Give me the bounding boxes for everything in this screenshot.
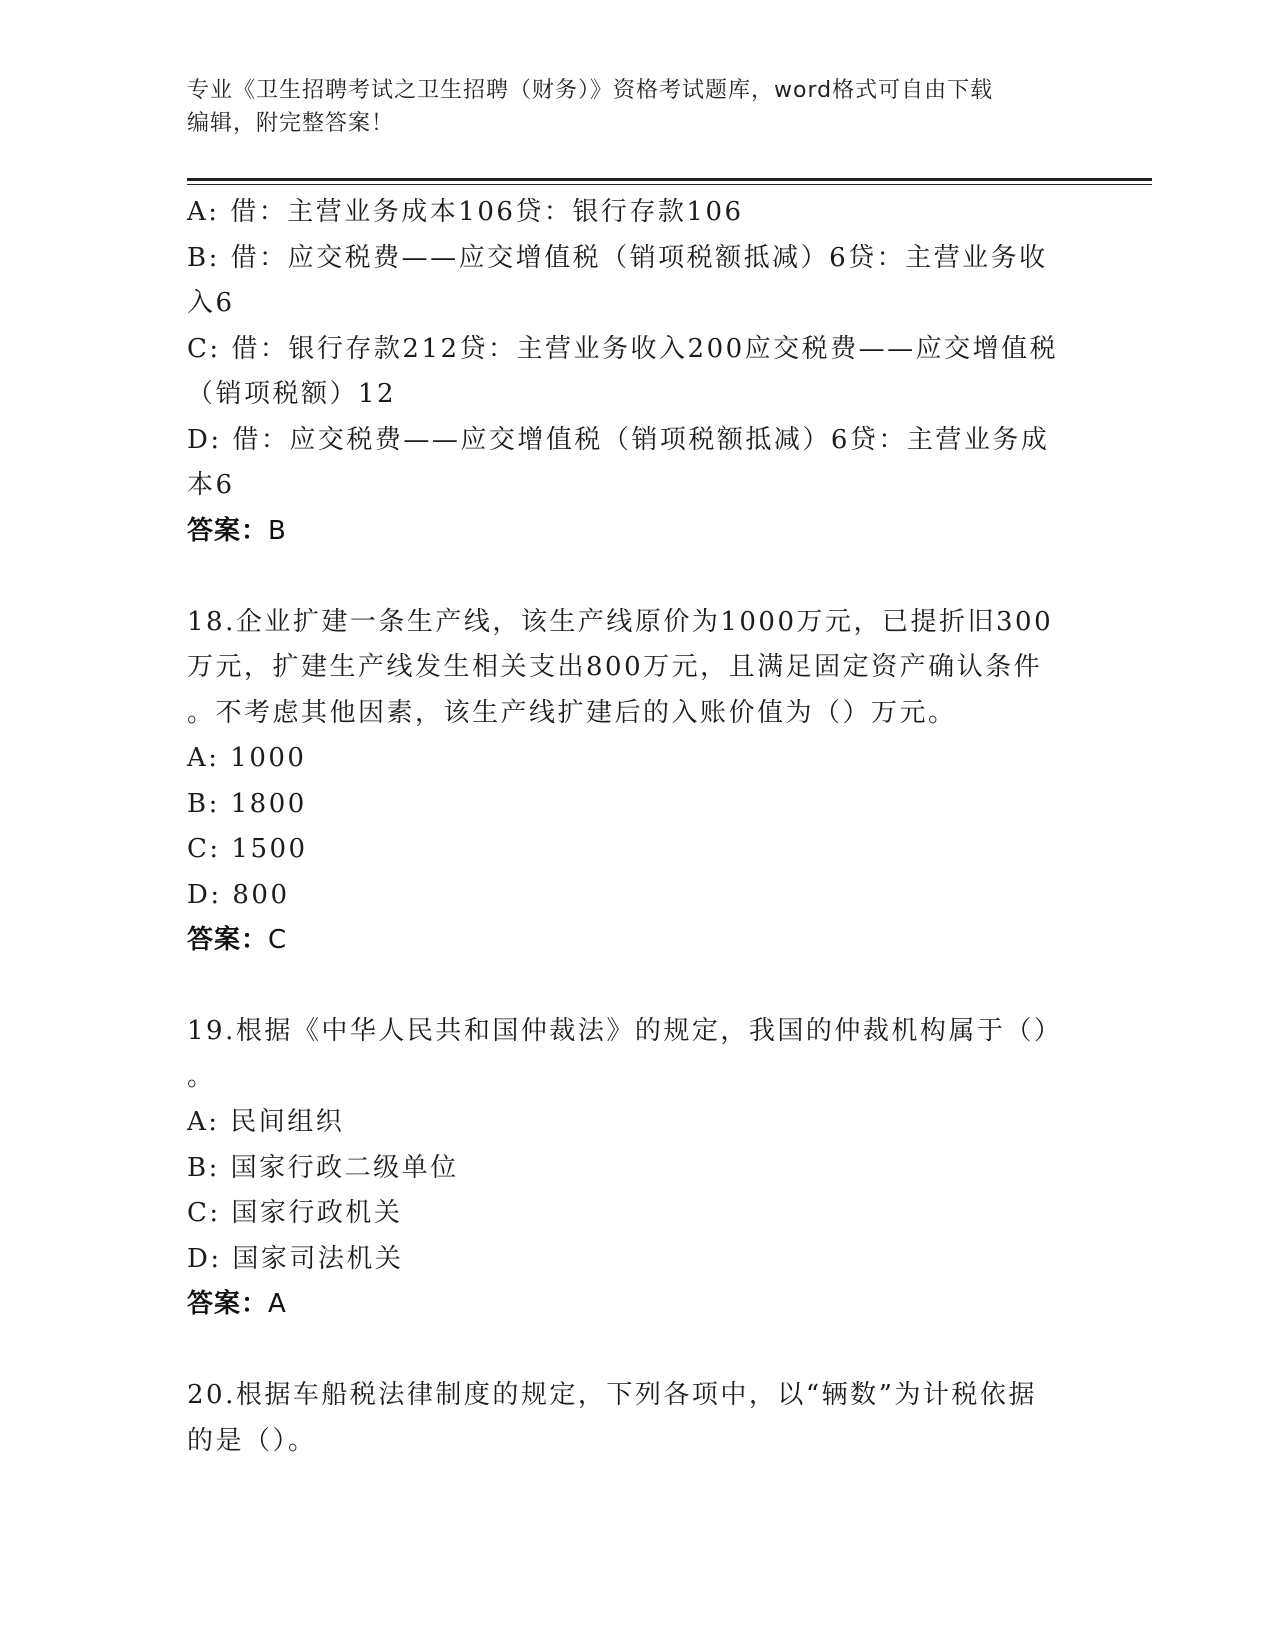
option-a: A: 借：主营业务成本106贷：银行存款106 (187, 197, 744, 227)
answer-value: A (268, 1289, 287, 1319)
question-stem-line-3: 。不考虑其他因素，该生产线扩建后的入账价值为（）万元。 (187, 697, 957, 728)
question-19 (187, 1009, 1087, 1328)
answer-18 (187, 918, 1087, 964)
answer-label: 答案： (187, 515, 269, 546)
question-stem-line-1: 18.企业扩建一条生产线，该生产线原价为1000万元，已提折旧300 (187, 606, 1054, 637)
option-b-line-2: 入6 (187, 288, 235, 318)
document-body (187, 190, 1087, 1464)
answer-19 (187, 1282, 1087, 1328)
option-b: B: 国家行政二级单位 (187, 1152, 459, 1183)
option-c-line-2: （销项税额）12 (187, 379, 397, 409)
option-d: D: 800 (187, 879, 290, 910)
answer-17 (187, 509, 1087, 555)
answer-label: 答案： (187, 925, 269, 955)
header-line-2: 编辑，附完整答案！ (187, 111, 395, 136)
option-a: A: 民间组织 (187, 1107, 345, 1137)
answer-value: C (268, 925, 288, 955)
answer-label: 答案： (187, 1289, 269, 1319)
document-header (187, 74, 1087, 140)
option-d: D: 国家司法机关 (187, 1243, 404, 1274)
spacer (187, 554, 1087, 600)
option-d-line-2: 本6 (187, 470, 235, 500)
option-c-line-1: C: 借：银行存款212贷：主营业务收入200应交税费——应交增值税 (187, 333, 1059, 364)
question-stem-line-1: 20.根据车船税法律制度的规定，下列各项中，以“辆数”为计税依据 (187, 1380, 1037, 1410)
question-17-options (187, 190, 1087, 554)
option-b-line-1: B: 借：应交税费——应交增值税（销项税额抵减）6贷：主营业务收 (187, 242, 1048, 273)
answer-value: B (268, 515, 287, 546)
option-c: C: 国家行政机关 (187, 1198, 403, 1228)
question-stem-line-2: 万元，扩建生产线发生相关支出800万元，且满足固定资产确认条件 (187, 652, 1043, 682)
spacer (187, 964, 1087, 1010)
option-a: A: 1000 (187, 743, 307, 773)
question-20 (187, 1373, 1087, 1464)
question-stem-line-2: 。 (187, 1061, 216, 1092)
option-c: C: 1500 (187, 834, 308, 864)
question-stem-line-1: 19.根据《中华人民共和国仲裁法》的规定，我国的仲裁机构属于（） (187, 1016, 1063, 1046)
option-b: B: 1800 (187, 788, 307, 819)
header-divider-thick (187, 178, 1152, 181)
option-d-line-1: D: 借：应交税费——应交增值税（销项税额抵减）6贷：主营业务成 (187, 424, 1050, 455)
header-divider-thin (187, 184, 1152, 185)
question-stem-line-2: 的是（）。 (187, 1425, 317, 1456)
spacer (187, 1328, 1087, 1374)
header-line-1: 专业《卫生招聘考试之卫生招聘（财务）》资格考试题库，word格式可自由下载 (187, 78, 994, 103)
question-18 (187, 600, 1087, 964)
